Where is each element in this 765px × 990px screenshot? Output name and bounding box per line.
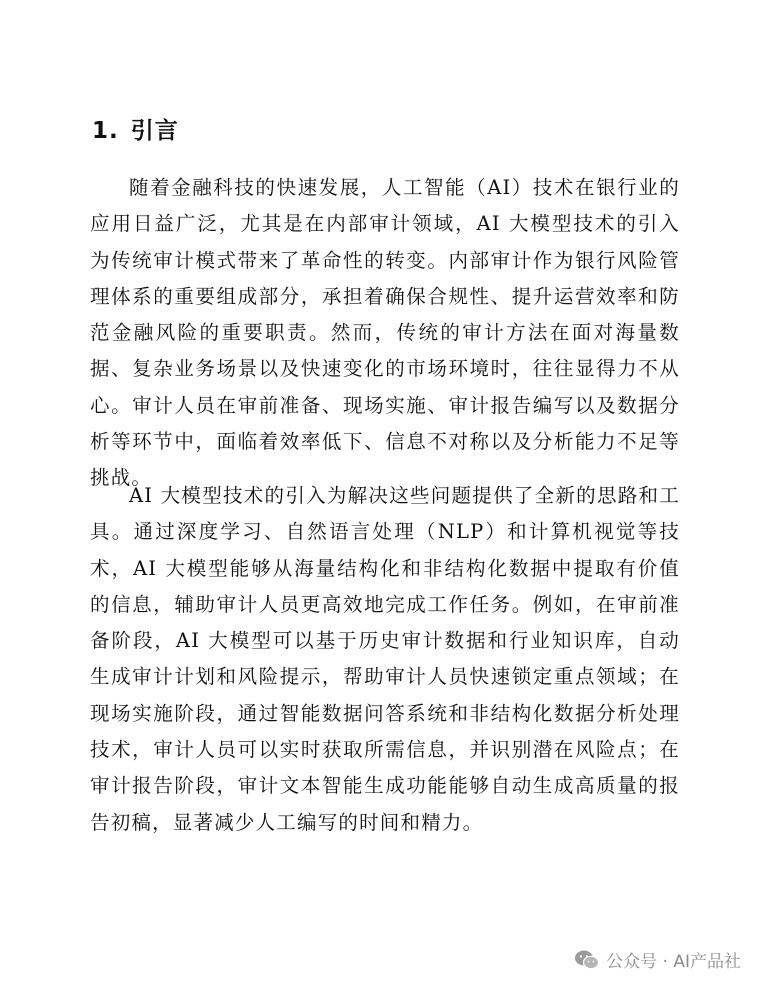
wechat-icon	[574, 949, 600, 971]
section-number: 1.	[92, 118, 119, 144]
section-heading	[92, 112, 179, 145]
wechat-watermark	[574, 947, 741, 972]
paragraph-2: AI 大模型技术的引入为解决这些问题提供了全新的思路和工具。通过深度学习、自然语言处理（NLP）和计算机视觉等技术，AI 大模型能够从海量结构化和非结构化数据中提取有价值的信息，辅助审计人员更高效地完成工作任务。例如，在审前准备阶段，AI 大模型可以基于历史审计数据和行业知识库，自动生成审计计划和风险提示，帮助审计人员快速锁定重点领域；在现场实施阶段，通过智能数据问答系统和非结构化数据分析处理技术，审计人员可以实时获取所需信息，并识别潜在风险点；在审计报告阶段，审计文本智能生成功能能够自动生成高质量的报告初稿，显著减少人工编写的时间和精力。	[90, 484, 680, 834]
section-title: 引言	[130, 118, 179, 144]
watermark-text: 公众号 · AI产品社	[606, 952, 741, 972]
paragraph-1: 随着金融科技的快速发展，人工智能（AI）技术在银行业的应用日益广泛，尤其是在内部审计领域，AI 大模型技术的引入为传统审计模式带来了革命性的转变。内部审计作为银行风险管理体系的重要组成部分，承担着确保合规性、提升运营效率和防范金融风险的重要职责。然而，传统的审计方法在面对海量数据、复杂业务场景以及快速变化的市场环境时，往往显得力不从心。审计人员在审前准备、现场实施、审计报告编写以及数据分析等环节中，面临着效率低下、信息不对称以及分析能力不足等挑战。	[90, 176, 680, 490]
